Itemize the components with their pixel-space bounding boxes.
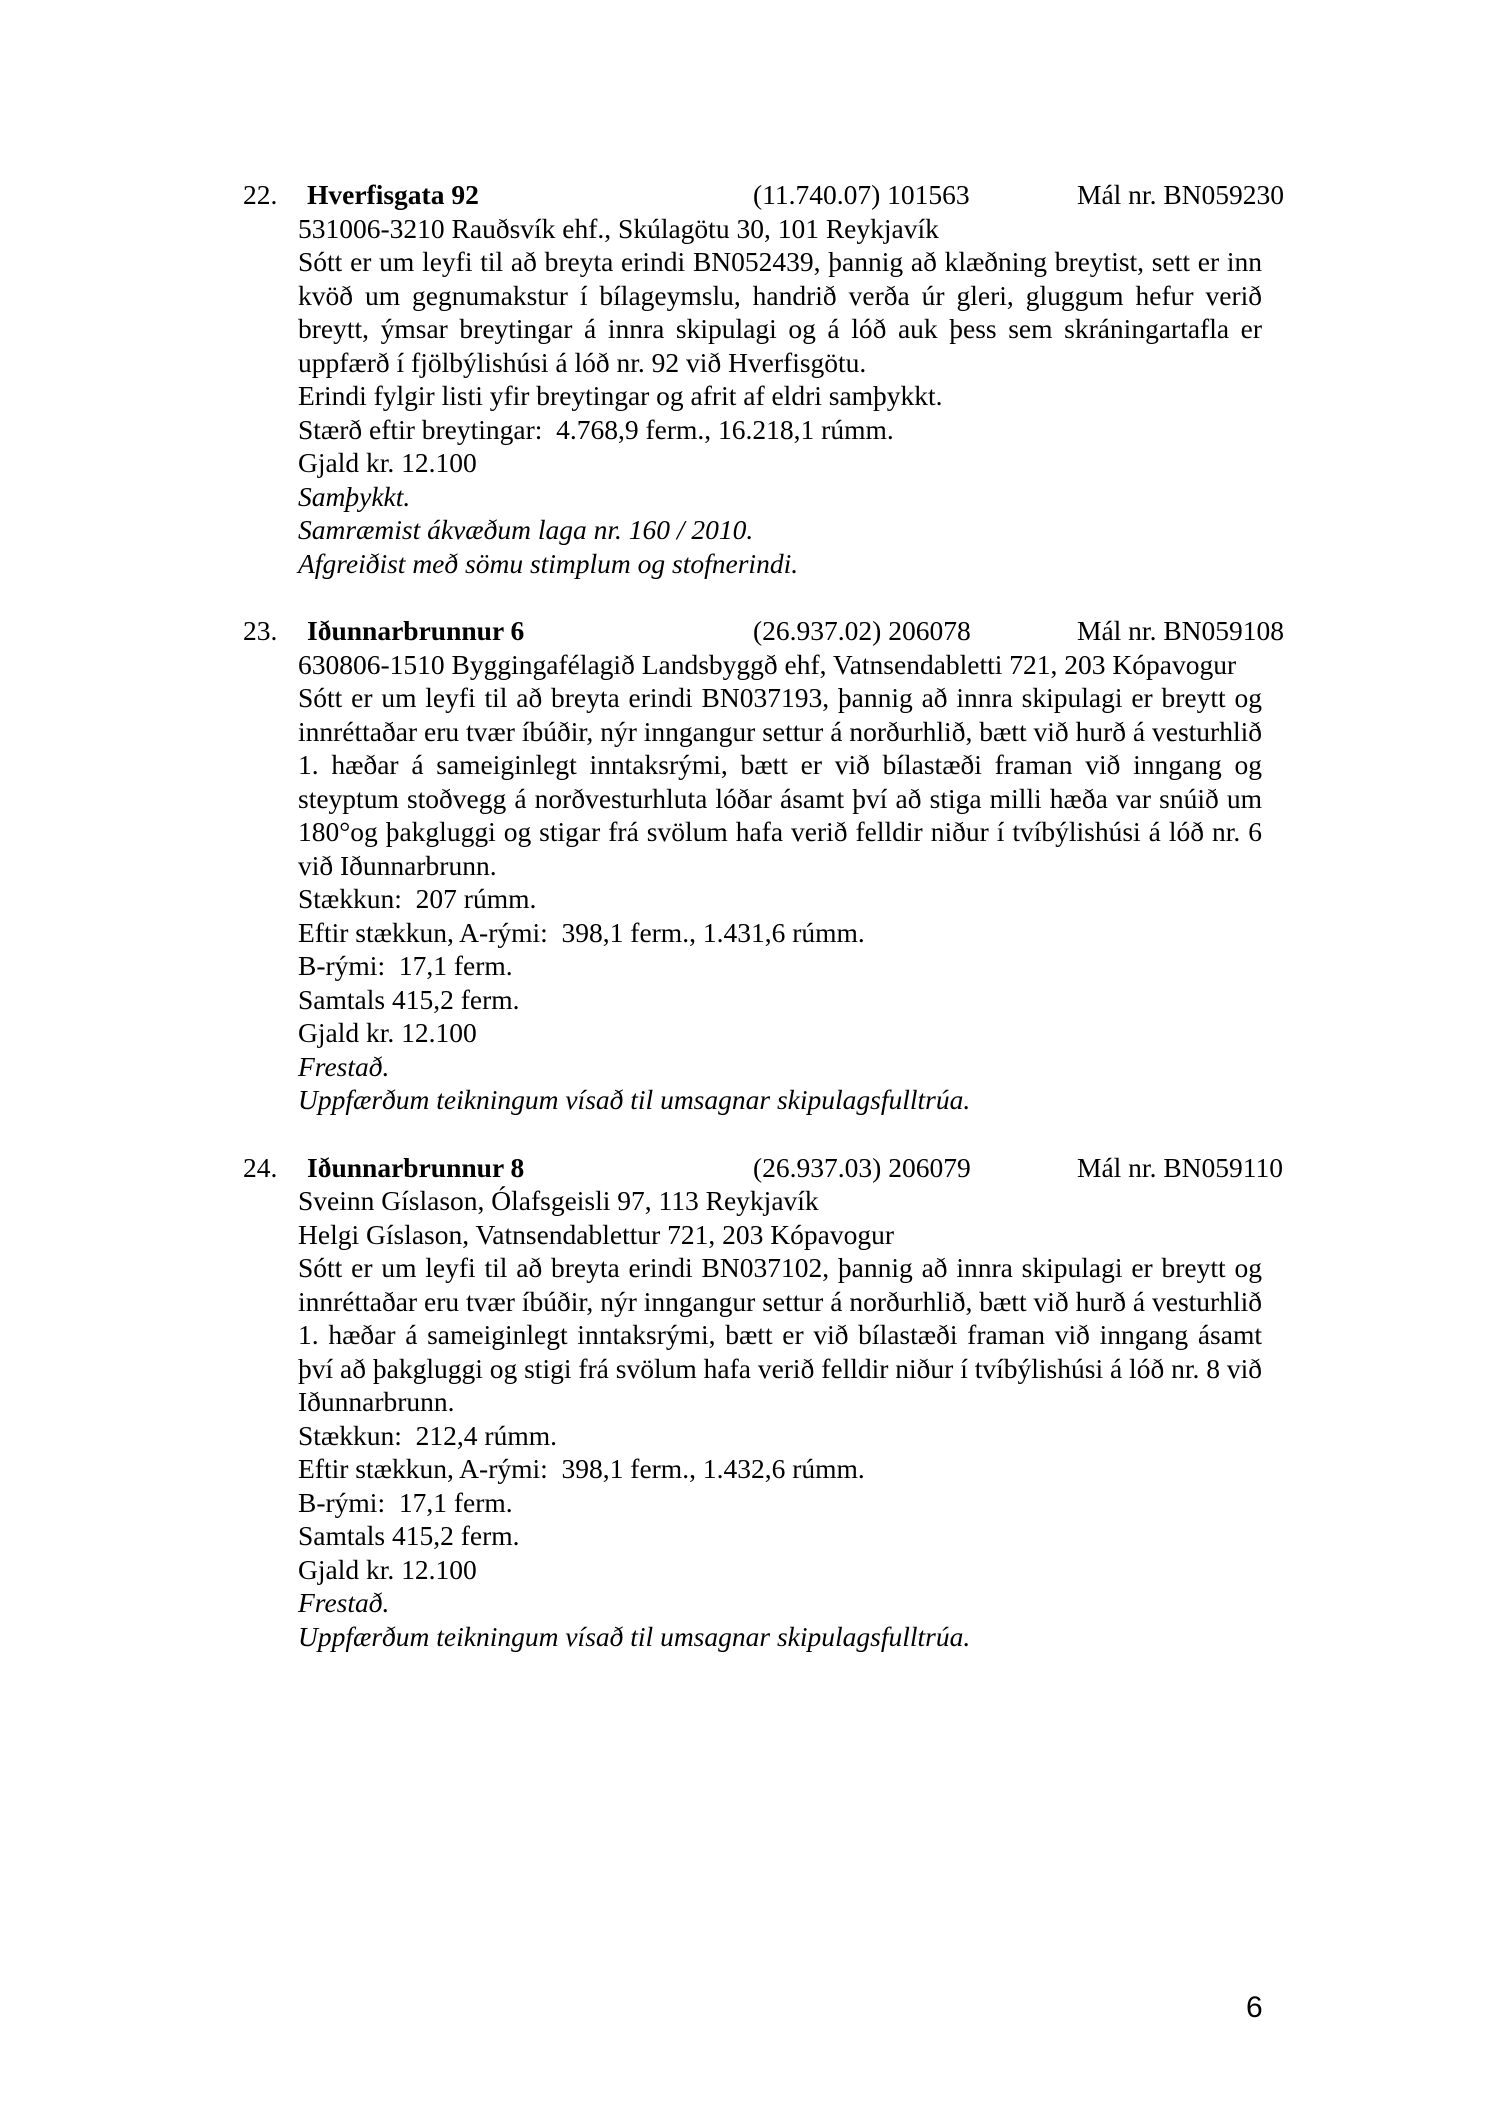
agenda-item-body: [298, 648, 1262, 1117]
detail-line: Eftir stækkun, A-rými: 398,1 ferm., 1.431,6 rúmm.: [298, 916, 865, 948]
agenda-item-header: [243, 614, 1290, 648]
item-number: 22.: [243, 179, 278, 210]
agenda-item-23: [243, 614, 1290, 1117]
resolution-line: Samræmist ákvæðum laga nr. 160 / 2010.: [298, 514, 754, 545]
detail-line: Gjald kr. 12.100: [298, 1553, 477, 1585]
detail-line: B-rými: 17,1 ferm.: [298, 1486, 513, 1518]
agenda-item-header: [243, 1151, 1290, 1185]
resolution-line: Frestað.: [298, 1587, 390, 1618]
detail-line: B-rými: 17,1 ferm.: [298, 950, 513, 981]
resolution-line: Samþykkt.: [298, 480, 411, 512]
case-number: Mál nr. BN059230: [1077, 179, 1285, 210]
detail-line: Gjald kr. 12.100: [298, 1017, 477, 1048]
case-number: Mál nr. BN059110: [1077, 1151, 1283, 1183]
item-description: Sótt er um leyfi til að breyta erindi BN037102, þannig að innra skipulagi er breytt og innréttaðar eru tvær íbúðir, nýr inngangur settur á norðurhlið, bætt við hurð á vesturhlið 1. hæðar á sameiginlegt inntaksrými, bætt er við bílastæði framan við inngang ásamt því að þakgluggi og stigi frá svölum hafa verið felldir niður í tvíbýlishúsi á lóð nr. 8 við Iðunnarbrunn.: [298, 1252, 1262, 1417]
detail-line: Erindi fylgir listi yfir breytingar og afrit af eldri samþykkt.: [298, 380, 943, 411]
item-description: Sótt er um leyfi til að breyta erindi BN052439, þannig að klæðning breytist, sett er inn kvöð um gegnumakstur í bílageymslu, handrið verða úr gleri, gluggum hefur verið breytt, ýmsar breytingar á innra skipulagi og á lóð auk þess sem skráningartafla er uppfærð í fjölbýlishúsi á lóð nr. 92 við Hverfisgötu.: [298, 246, 1262, 378]
party-line: Sveinn Gíslason, Ólafsgeisli 97, 113 Reykjavík: [298, 1185, 819, 1216]
resolution-line: Uppfærðum teikningum vísað til umsagnar skipulagsfulltrúa.: [298, 1620, 971, 1652]
resolution-line: Uppfærðum teikningum vísað til umsagnar skipulagsfulltrúa.: [298, 1084, 971, 1115]
item-reference: (11.740.07) 101563: [753, 179, 970, 210]
item-reference: (26.937.02) 206078: [753, 615, 971, 646]
agenda-item-header: [243, 178, 1290, 212]
detail-line: Eftir stækkun, A-rými: 398,1 ferm., 1.432,6 rúmm.: [298, 1453, 865, 1484]
detail-line: Stækkun: 207 rúmm.: [298, 883, 537, 914]
case-number: Mál nr. BN059108: [1077, 615, 1285, 646]
detail-line: Stærð eftir breytingar: 4.768,9 ferm., 16.218,1 rúmm.: [298, 413, 894, 445]
agenda-item-body: [298, 1184, 1262, 1653]
party-line: Helgi Gíslason, Vatnsendablettur 721, 203 Kópavogur: [298, 1218, 895, 1250]
item-number: 24.: [243, 1151, 278, 1183]
detail-line: Stækkun: 212,4 rúmm.: [298, 1419, 557, 1451]
item-title: Hverfisgata 92: [307, 179, 479, 210]
agenda-item-body: [298, 212, 1262, 581]
detail-line: Gjald kr. 12.100: [298, 447, 477, 478]
resolution-line: Afgreiðist með sömu stimplum og stofnerindi.: [298, 547, 799, 579]
resolution-line: Frestað.: [298, 1050, 390, 1082]
item-number: 23.: [243, 615, 278, 646]
minutes-content: [243, 178, 1290, 1687]
item-description: Sótt er um leyfi til að breyta erindi BN037193, þannig að innra skipulagi er breytt og innréttaðar eru tvær íbúðir, nýr inngangur settur á norðurhlið, bætt við hurð á vesturhlið 1. hæðar á sameiginlegt inntaksrými, bætt er við bílastæði framan við inngang og steyptum stoðvegg á norðvesturhluta lóðar ásamt því að stiga milli hæða var snúið um 180°og þakgluggi og stigar frá svölum hafa verið felldir niður í tvíbýlishúsi á lóð nr. 6 við Iðunnarbrunn.: [298, 682, 1262, 881]
detail-line: Samtals 415,2 ferm.: [298, 1520, 520, 1551]
detail-line: Samtals 415,2 ferm.: [298, 983, 520, 1015]
page-number: 6: [1246, 1991, 1263, 2024]
agenda-item-24: [243, 1151, 1290, 1654]
item-title: Iðunnarbrunnur 6: [307, 615, 525, 646]
agenda-item-22: [243, 178, 1290, 580]
item-reference: (26.937.03) 206079: [753, 1151, 971, 1183]
party-line: 531006-3210 Rauðsvík ehf., Skúlagötu 30, 101 Reykjavík: [298, 212, 939, 244]
party-line: 630806-1510 Byggingafélagið Landsbyggð ehf, Vatnsendabletti 721, 203 Kópavogur: [298, 648, 1237, 680]
item-title: Iðunnarbrunnur 8: [307, 1151, 525, 1183]
